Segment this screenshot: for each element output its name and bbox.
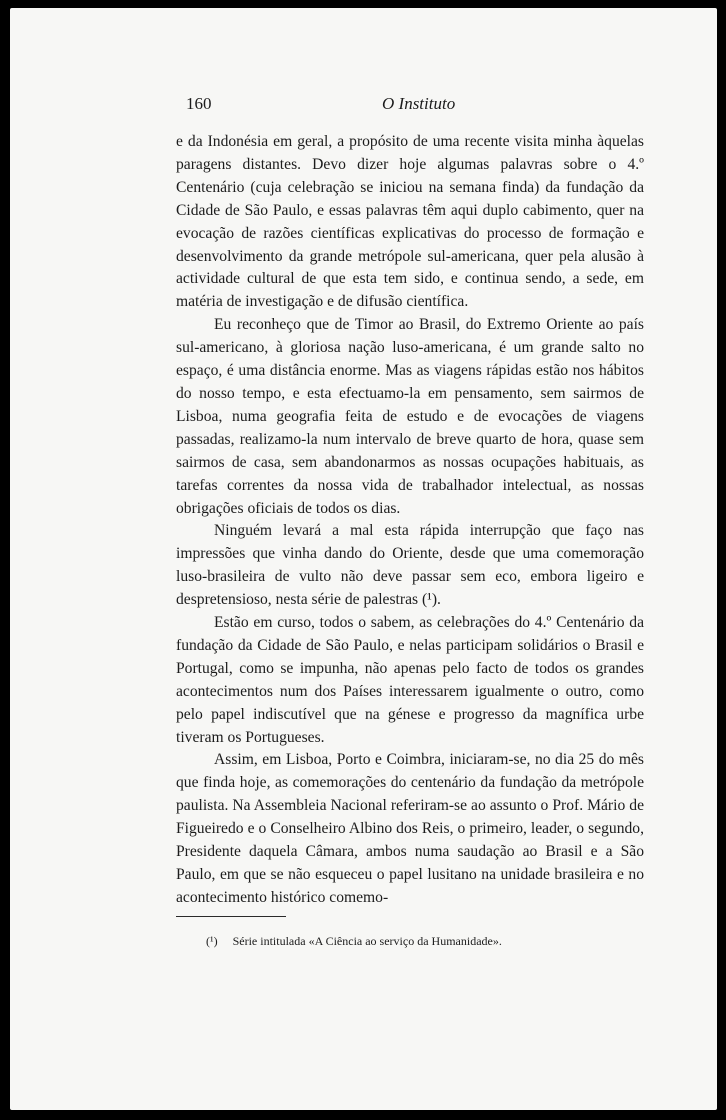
paragraph: e da Indonésia em geral, a propósito de uma recente visita minha àquelas paragens distantes. Devo dizer hoje algumas palavras sobre o 4.º Centenário (cuja celebração se iniciou na semana finda) da fundação da Cidade de São Paulo, e essas palavras têm aqui duplo cabimento, quer na evocação de razões científicas explicativas do processo de formação e desenvolvimento da grande metrópole sul-americana, quer pela alusão à actividade cultural de que esta tem sido, e continua sendo, a sede, em matéria de investigação e de difusão científica. xyxy=(176,133,644,311)
paragraph: Estão em curso, todos o sabem, as celebrações do 4.º Centenário da fundação da Cidade de São Paulo, e nelas participam solidários o Brasil e Portugal, como se impunha, não apenas pelo facto de todos os grandes acontecimentos num dos Países interessarem igualmente o outro, como pelo papel indiscutível que na génese e progresso da magnífica urbe tiveram os Portugueses. xyxy=(176,614,644,746)
paragraph: Ninguém levará a mal esta rápida interrupção que faço nas impressões que vinha dando do Oriente, desde que uma comemoração luso-brasileira de vulto não deve passar sem eco, embora ligeiro e despretensioso, nesta série de palestras (¹). xyxy=(176,522,644,609)
footnote xyxy=(206,934,626,949)
footnote-marker: (¹) xyxy=(206,934,218,948)
footnote-divider xyxy=(176,916,286,917)
paragraph: Assim, em Lisboa, Porto e Coimbra, iniciaram-se, no dia 25 do mês que finda hoje, as comemorações do centenário da fundação da metrópole paulista. Na Assembleia Nacional referiram-se ao assunto o Prof. Mário de Figueiredo e o Conselheiro Albino dos Reis, o primeiro, leader, o segundo, Presidente daquela Câmara, ambos numa saudação ao Brasil e a São Paulo, em que se não esqueceu o papel lusitano na unidade brasileira e no acontecimento histórico comemo- xyxy=(176,751,644,906)
page-header xyxy=(186,94,654,118)
paragraph: Eu reconheço que de Timor ao Brasil, do Extremo Oriente ao país sul-americano, à gloriosa nação luso-americana, é um grande salto no espaço, é uma distância enorme. Mas as viagens rápidas estão nos hábitos do nosso tempo, e esta efectuamo-la em pensamento, sem sairmos de Lisboa, numa geografia feita de estudo e de evocações de viagens passadas, realizamo-la num intervalo de breve quarto de hora, quase sem sairmos de casa, sem abandonarmos as nossas ocupações habituais, as tarefas correntes da nossa vida de trabalhador intelectual, as nossas obrigações oficiais de todos os dias. xyxy=(176,316,644,517)
running-title: O Instituto xyxy=(382,94,456,113)
body-text xyxy=(176,131,644,910)
page-number: 160 xyxy=(186,94,212,113)
footnote-text: Série intitulada «A Ciência ao serviço da Humanidade». xyxy=(232,934,502,948)
